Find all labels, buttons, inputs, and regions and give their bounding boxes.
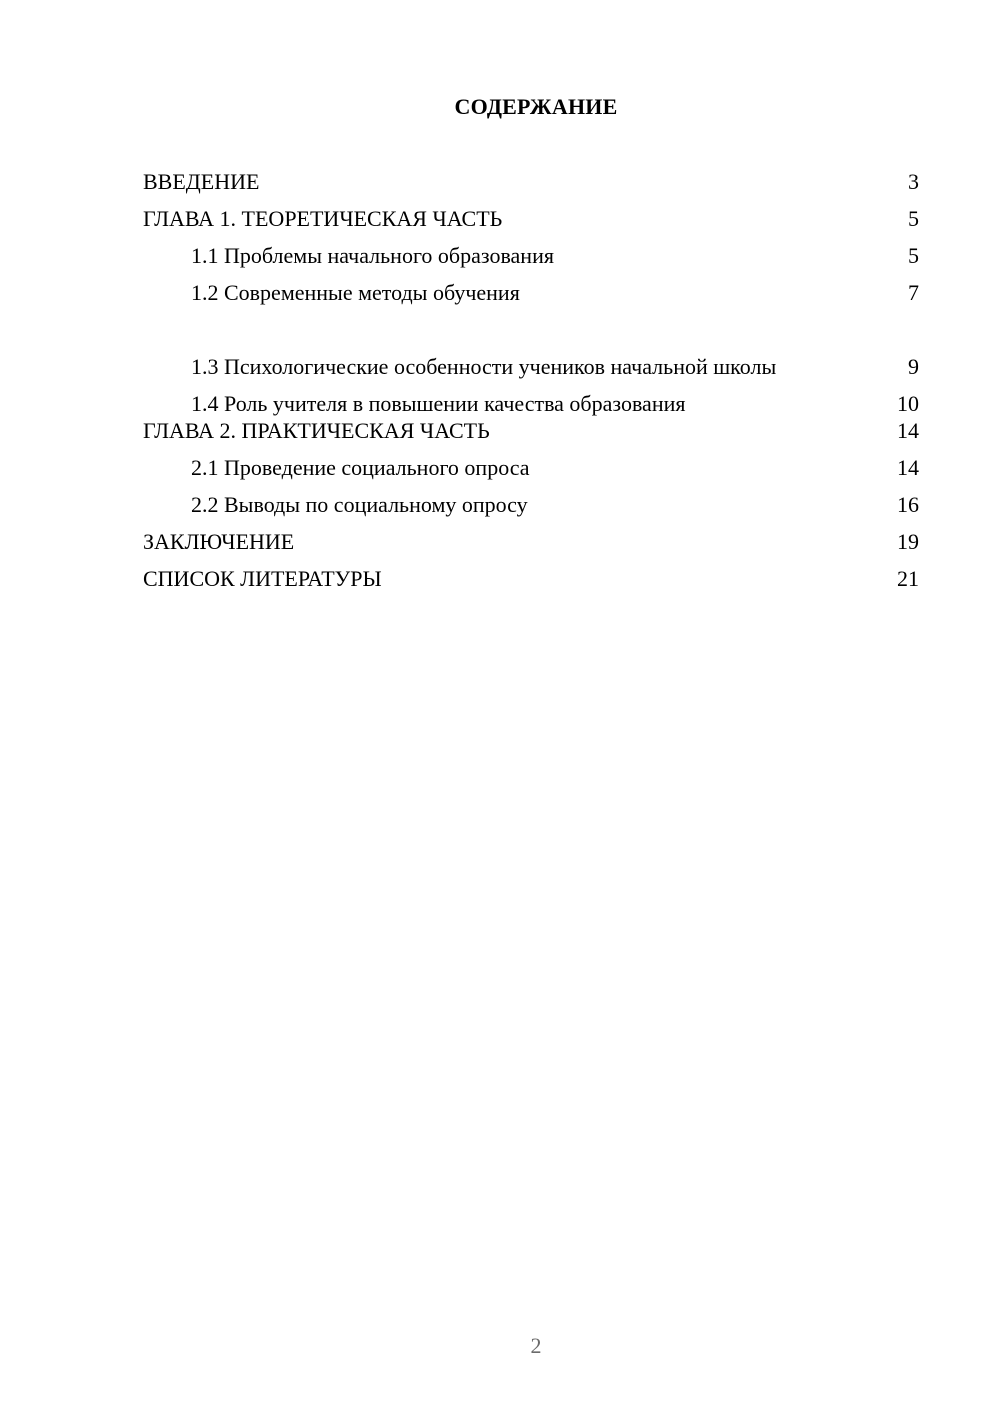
toc-entry-page: 19: [897, 529, 919, 554]
toc-entry-label: ЗАКЛЮЧЕНИЕ: [143, 529, 295, 554]
toc-entry-label: ГЛАВА 2. ПРАКТИЧЕСКАЯ ЧАСТЬ: [143, 418, 490, 443]
toc-entry-section-1-3: [143, 316, 919, 380]
toc-entry-section-2-2: [143, 491, 919, 528]
toc-entry-conclusion: [143, 528, 919, 565]
toc-entry-page: 5: [908, 243, 919, 268]
toc-entry-section-1-2: [143, 279, 919, 316]
toc-entry-label: 1.1 Проблемы начального образования: [191, 243, 554, 268]
toc-entry-page: 7: [908, 280, 919, 305]
toc-entry-label: 2.1 Проведение социального опроса: [191, 455, 530, 480]
toc-entry-page: 9: [908, 354, 919, 379]
toc-entry-references: [143, 565, 919, 602]
toc-entry-section-2-1: [143, 454, 919, 491]
toc-entry-page: 5: [908, 206, 919, 231]
toc-entry-label: 2.2 Выводы по социальному опросу: [191, 492, 528, 517]
toc-entry-page: 14: [897, 418, 919, 443]
toc-entry-chapter-2: [143, 417, 919, 454]
toc-heading: СОДЕРЖАНИЕ: [454, 94, 618, 119]
toc-entry-introduction: [143, 168, 919, 205]
toc-entry-label: СПИСОК ЛИТЕРАТУРЫ: [143, 566, 382, 591]
toc-entry-page: 16: [897, 492, 919, 517]
toc-entry-label: 1.4 Роль учителя в повышении качества образования: [191, 391, 686, 416]
toc-entry-section-1-4: [143, 380, 919, 417]
table-of-contents: [143, 168, 919, 602]
toc-entry-page: 21: [897, 566, 919, 591]
toc-entry-page: 3: [908, 169, 919, 194]
toc-entry-label: 1.2 Современные методы обучения: [191, 280, 520, 305]
toc-entry-label: ГЛАВА 1. ТЕОРЕТИЧЕСКАЯ ЧАСТЬ: [143, 206, 503, 231]
page-number: 2: [530, 1333, 542, 1358]
toc-entry-section-1-1: [143, 242, 919, 279]
toc-entry-page: 14: [897, 455, 919, 480]
toc-entry-label: ВВЕДЕНИЕ: [143, 169, 260, 194]
toc-entry-chapter-1: [143, 205, 919, 242]
toc-entry-page: 10: [897, 391, 919, 416]
toc-entry-label: 1.3 Психологические особенности учеников начальной школы: [191, 354, 777, 379]
